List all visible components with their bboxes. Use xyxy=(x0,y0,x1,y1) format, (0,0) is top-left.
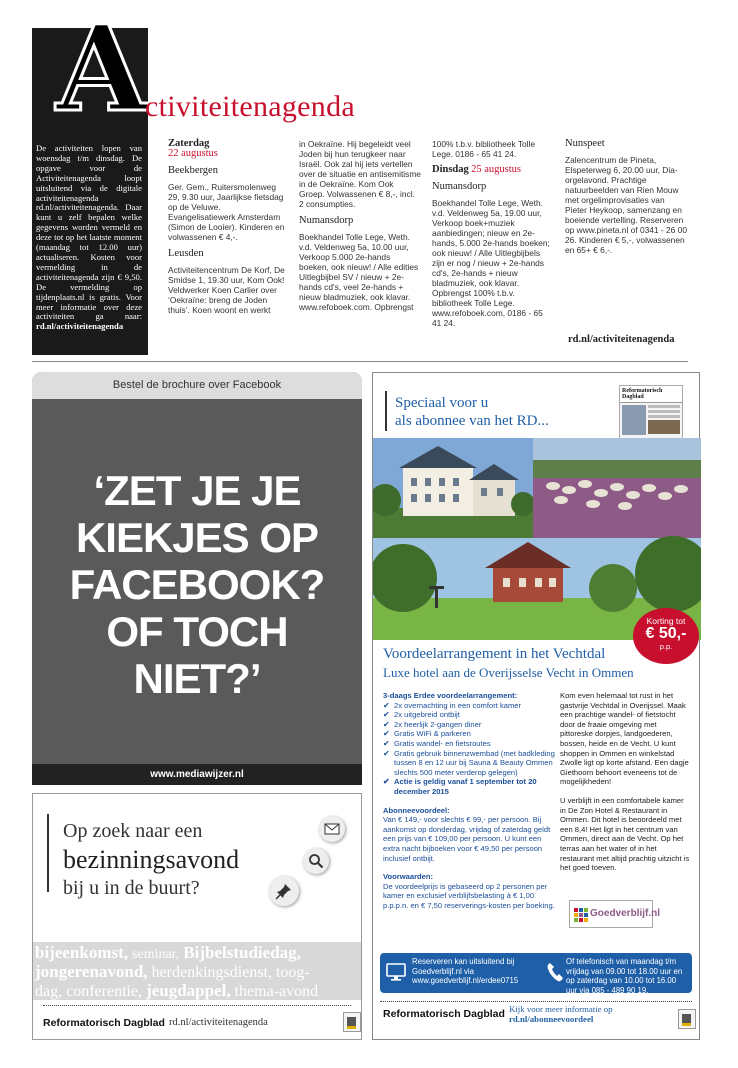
list-item: ✔ Gratis gebruik binnenzwembad (met badkleding tussen 8 en 12 uur bij Sauna & Beauty Ommen slechts 500 meter verderop gelegen) xyxy=(383,748,555,777)
bezinning-line-1: Op zoek naar een xyxy=(63,820,203,842)
offer-details: 3-daags Erdee voordeelarrangement: ✔ 2x overnachting in een comfort kamer ✔ 2x uitgebreid ontbijt ✔ 2x heerlijk 2-gangen diner ✔ Gratis WiFi & parkeren ✔ Gratis wandel- en fietsroutes ✔ Gratis gebruik binnenzwembad (met badkleding tussen 8 en 12 uur bij Sauna & Beauty Ommen slechts 500 meter verderop gelegen) ✔ Actie is geldig vanaf 1 september tot 20 december 2015 Abonneevoordeel: Van € 149,- voor slechts € 99,- per persoon. Bij aankomst op donderdag, vrijdag of zaterdag geldt een prijs van € 109,00 per persoon. U kunt een extra nacht bijboeken voor € 49,50 per persoon inclusief ontbijt. Voorwaarden: De voordeelprijs is gebaseerd op 2 personen per kamer en exclusief verblijfsbelasting à € 1,00 p.p.p.n. en € 7,50 reserverings-kosten per boeking. xyxy=(383,691,555,910)
agenda-column-4 xyxy=(565,139,687,255)
day-heading: Zaterdag xyxy=(168,138,210,149)
list-item: ✔ Gratis WiFi & parkeren xyxy=(383,729,471,739)
event-text: in Oekraïne. Hij begeleidt veel Joden bij hun terugkeer naar Israël. Ook zal hij iets vertellen over de situatie en antisemitisme in de Oekraïne. Kom Ook Groep. Volwassenen € 8,-, incl. 2 consumpties. xyxy=(299,139,421,209)
newspaper-thumbnail: Reformatorisch Dagblad xyxy=(619,385,683,439)
facebook-ad-top: Bestel de brochure over Facebook xyxy=(32,372,362,399)
place-heading: Numansdorp xyxy=(432,181,487,192)
event-text: Activiteitencentrum De Korf, De Smidse 1, 19.30 uur, Kom Ook! Veldwerker Koen Carlier over ‘Oekraïne: breng de Joden thuis’. Koen woont en werkt xyxy=(168,265,285,315)
check-icon: ✔ xyxy=(383,710,390,720)
facebook-ad-headline: ‘ZET JE JE KIEKJES OP FACEBOOK? OF TOCH NIET?’ xyxy=(69,467,325,702)
brand-name: Reformatorisch Dagblad xyxy=(383,1008,505,1020)
event-text: Zalencentrum de Pineta, Elspeterweg 6, 20.00 uur, Dia-orgelavond. Prachtige natuurbeelden van Rien Mouw met orgelimprovisaties van Pieter Heykoop, samenzang en boeiende vertelling. Reserveren op www.pineta.nl of 0341 - 26 00 26. Kinderen € 5,-, volwassenen en 65+ € 6,-. xyxy=(565,155,687,255)
hotel-ad-heading: Speciaal voor u als abonnee van het RD... xyxy=(395,395,549,429)
place-heading: Nunspeet xyxy=(565,138,605,149)
check-icon: ✔ xyxy=(383,729,390,739)
list-item: ✔ 2x heerlijk 2-gangen diner xyxy=(383,719,482,729)
offer-list xyxy=(383,701,555,797)
page-title: ctiviteitenagenda xyxy=(145,90,356,123)
accent-bar xyxy=(385,391,387,431)
offer-description: Kom even helemaal tot rust in het gastvrije Vechtdal in Overijssel. Maak een prachtige wandel- of fietstocht door de fraaie omgeving met pittoreske dorpjes, landgoederen, bossen, heide en de Vecht. U kunt shoppen in Ommen en winkelstad Zwolle ligt op korte afstand. Een dagje Giethoorn behoort eveneens tot de mogelijkheden! U verblijft in een comfortabele kamer in De Zon Hotel & Restaurant in Ommen. Dit hotel is beoordeeld met een 8,4! Het ligt in het centrum van Ommen, direct aan de Vecht. Op het terras aan het water of in het restaurant met altijd prachtig uitzicht is het goed toeven. xyxy=(560,691,690,873)
check-icon: ✔ xyxy=(383,777,390,787)
computer-icon xyxy=(386,962,406,985)
brand-url[interactable]: rd.nl/activiteitenagenda xyxy=(169,1017,268,1028)
agenda-link[interactable]: rd.nl/activiteitenagenda xyxy=(568,334,675,345)
intro-text: De activiteiten lopen van woensdag t/m dinsdag. De opgave voor de Activiteitenagenda loopt uitsluitend via de digitale activiteitenagenda rd.nl/activiteitenagenda. Daar kunt u zelf bepalen welke gegevens worden vermeld en deze tot op het laatste moment (maandag tot 12.00 uur) actualiseren. Kosten voor vermelding in de activiteitenagenda zijn € 9,50. De vermelding op tijdenplaats.nl is gratis. Voor meer informatie over deze activiteiten ga naar: rd.nl/activiteitenagenda xyxy=(36,143,142,332)
event-text: Boekhandel Tolle Lege, Weth. v.d. Veldenweg 5a, 19.00 uur, Verkoop boek+muziek aanbiedingen; nieuw en 2e-hands, 5.000 2e-hands boeken; ook nieuw! / Alle Uitlegbijbels zijn er nog / nieuw + 2e-hands cd's, 2e-hands + nieuw bladmuziek, ook klavar. Opbrengst 100% t.b.v. bibliotheek Tolle Lege. www.refoboek.com, 0186 - 65 41 24. xyxy=(432,198,550,328)
pin-icon xyxy=(269,876,299,906)
date-heading: 25 augustus xyxy=(471,164,521,175)
abonneevoordeel-link[interactable]: rd.nl/abonneevoordeel xyxy=(509,1014,594,1024)
phone-icon xyxy=(546,962,564,985)
dotted-divider xyxy=(380,1001,692,1002)
agenda-column-2 xyxy=(299,139,421,312)
facebook-ad-url[interactable]: www.mediawijzer.nl xyxy=(32,764,362,785)
check-icon: ✔ xyxy=(383,738,390,748)
event-text: 100% t.b.v. bibliotheek Tolle Lege. 0186 - 65 41 24. xyxy=(432,139,536,159)
event-text: Ger. Gem., Ruitersmolenweg 29, 9.30 uur, Jaarlijkse fietsdag op de Veluwe. Evangelisatiewerk Amsterdam (Simon de Looier). Kinderen en volwassenen € 4,-. xyxy=(168,182,285,242)
check-icon: ✔ xyxy=(383,719,390,729)
day-heading: Dinsdag xyxy=(432,164,469,175)
big-initial-letter: A xyxy=(56,0,148,138)
facebook-ad[interactable] xyxy=(32,372,362,785)
list-item: ✔ 2x overnachting in een comfort kamer xyxy=(383,700,522,710)
offer-subtitle: Luxe hotel aan de Overijsselse Vecht in Ommen xyxy=(383,665,634,680)
list-item: ✔ Actie is geldig vanaf 1 september tot 20 december 2015 xyxy=(383,777,537,796)
hotel-ad[interactable] xyxy=(372,372,700,1040)
place-heading: Numansdorp xyxy=(299,215,354,226)
place-heading: Leusden xyxy=(168,248,204,259)
envelope-icon xyxy=(319,816,345,842)
rd-logo-icon xyxy=(678,1009,696,1029)
list-item: ✔ Gratis wandel- en fietsroutes xyxy=(383,738,491,748)
goedverblijf-logo: Goedverblijf.nl xyxy=(569,900,653,928)
brand-name: Reformatorisch Dagblad xyxy=(43,1017,165,1029)
reservation-bar[interactable] xyxy=(380,953,692,993)
check-icon: ✔ xyxy=(383,748,390,758)
offer-title: Voordeelarrangement in het Vechtdal xyxy=(383,646,606,662)
more-info[interactable]: Kijk voor meer informatie op rd.nl/abonneevoordeel xyxy=(509,1004,613,1024)
activity-word-cloud: bijeenkomst, seminar, Bijbelstudiedag, jongerenavond, herdenkingsdienst, toog- dag, conferentie, jeugdappel, thema-avond xyxy=(33,942,361,1000)
date-heading: 22 augustus xyxy=(168,148,218,159)
list-item: ✔ 2x uitgebreid ontbijt xyxy=(383,710,460,720)
discount-badge: Korting tot € 50,- p.p. xyxy=(633,608,699,664)
reserve-phone-text[interactable]: Of telefonisch van maandag t/m vrijdag van 09.00 tot 18.00 uur en op zaterdag van 10.00 tot 16.00 uur via 085 - 489 90 19. xyxy=(566,957,683,995)
agenda-column-1 xyxy=(168,139,288,315)
dotted-divider xyxy=(43,1005,351,1006)
reserve-online-text[interactable]: Reserveren kan uitsluitend bij Goedverblijf.nl via www.goedverblijf.nl/erdee0715 xyxy=(412,957,519,986)
bezinning-line-3: bij u in de buurt? xyxy=(63,877,200,899)
rd-logo-icon xyxy=(343,1012,361,1032)
divider xyxy=(32,361,688,362)
event-text: Boekhandel Tolle Lege, Weth. v.d. Veldenweg 5a, 10.00 uur, Verkoop 5.000 2e-hands boeken, ook nieuw! / Alle edities Uitlegbijbel SV / nieuw + 2e-hands cd's, veel 2e-hands + nieuw bladmuziek, ook klavar. www.refoboek.com. Opbrengst xyxy=(299,232,419,312)
bezinning-ad[interactable] xyxy=(32,793,362,1040)
intro-link[interactable]: rd.nl/activiteitenagenda xyxy=(36,321,124,332)
magnifier-icon xyxy=(303,848,329,874)
accent-bar xyxy=(47,814,49,892)
agenda-column-3 xyxy=(432,139,554,328)
goedverblijf-mosaic-icon xyxy=(574,907,588,921)
bezinning-line-2: bezinningsavond xyxy=(63,845,240,874)
place-heading: Beekbergen xyxy=(168,165,218,176)
check-icon: ✔ xyxy=(383,700,390,710)
